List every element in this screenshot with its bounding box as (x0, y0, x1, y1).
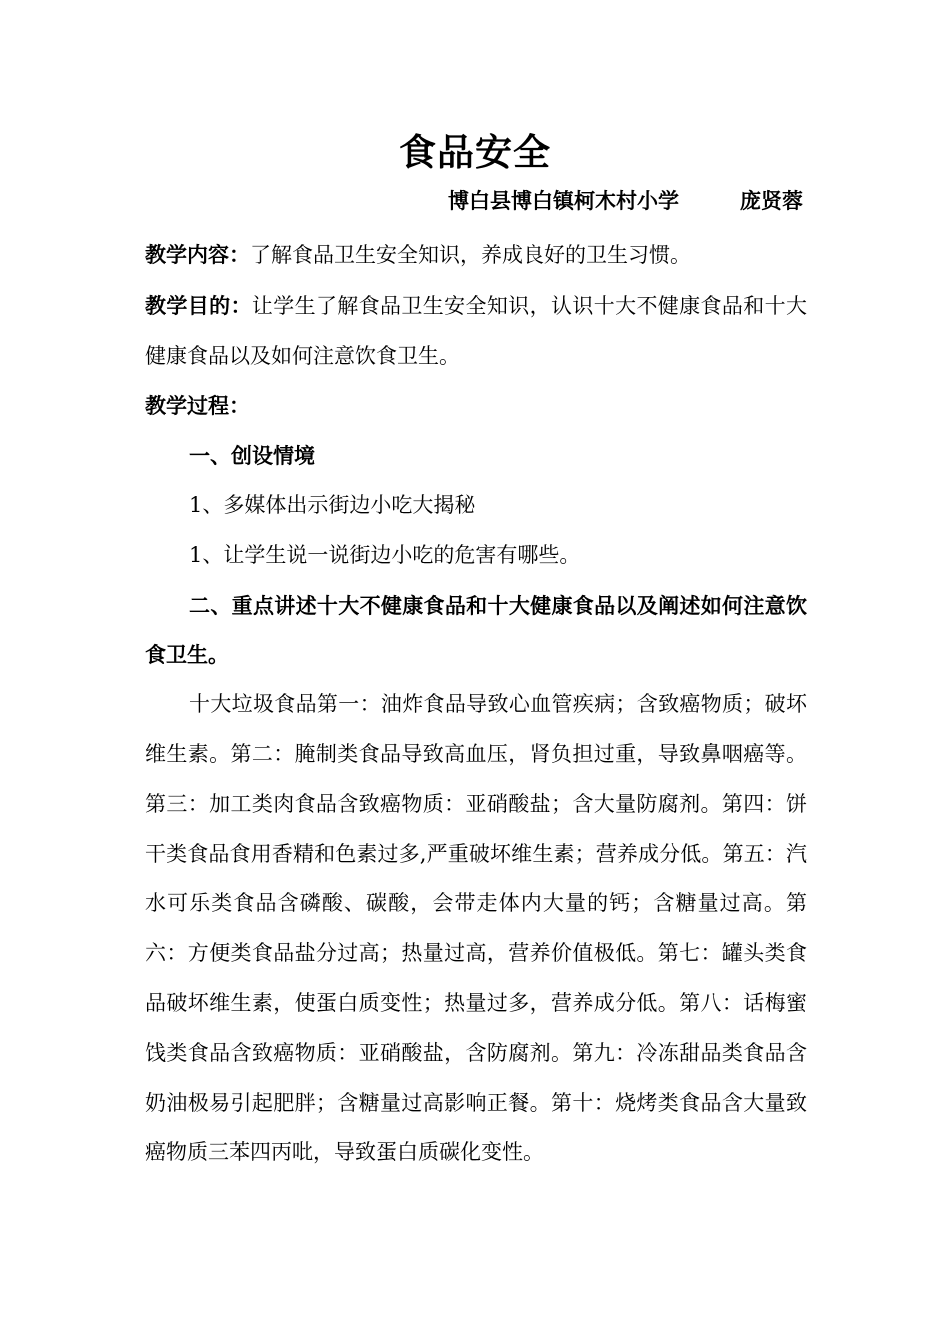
teaching-process-label: 教学过程： (145, 393, 250, 419)
author-line (448, 185, 808, 217)
teaching-content-label: 教学内容： (145, 242, 250, 267)
document-title: 食品安全 (399, 130, 551, 174)
school-name: 博白县博白镇柯木村小学 (448, 188, 679, 213)
teaching-goal-text: 让学生了解食品卫生安全知识，认识十大不健康食品和十大健康食品以及如何注意饮食卫生。 (145, 293, 808, 368)
teaching-goal-paragraph (145, 281, 807, 382)
teaching-content-text: 了解食品卫生安全知识，养成良好的卫生习惯。 (250, 243, 691, 267)
section-1-item-1: 1、多媒体出示街边小吃大揭秘 (189, 492, 476, 517)
section-1-item-2: 1、让学生说一说街边小吃的危害有哪些。 (189, 542, 581, 567)
document-body (145, 230, 807, 1178)
section-2-heading: 二、重点讲述十大不健康食品和十大健康食品以及阐述如何注意饮食卫生。 (145, 592, 807, 668)
section-1-heading: 一、创设情境 (189, 443, 315, 469)
teaching-content-paragraph (145, 230, 807, 281)
author-name: 庞贤蓉 (740, 188, 803, 213)
teaching-goal-label: 教学目的： (145, 292, 252, 318)
section-2-paragraph: 十大垃圾食品第一：油炸食品导致心血管疾病；含致癌物质；破坏维生素。第二：腌制类食品导致高血压，肾负担过重，导致鼻咽癌等。第三：加工类肉食品含致癌物质：亚硝酸盐；含大量防腐剂。第四：饼干类食品食用香精和色素过多,严重破坏维生素；营养成分低。第五：汽水可乐类食品含磷酸、碳酸，会带走体内大量的钙；含糖量过高。第六：方便类食品盐分过高；热量过高，营养价值极低。第七：罐头类食品破坏维生素，使蛋白质变性；热量过多，营养成分低。第八：话梅蜜饯类食品含致癌物质：亚硝酸盐，含防腐剂。第九：冷冻甜品类食品含奶油极易引起肥胖；含糖量过高影响正餐。第十：烧烤类食品含大量致癌物质三苯四丙吡，导致蛋白质碳化变性。 (145, 692, 807, 1165)
